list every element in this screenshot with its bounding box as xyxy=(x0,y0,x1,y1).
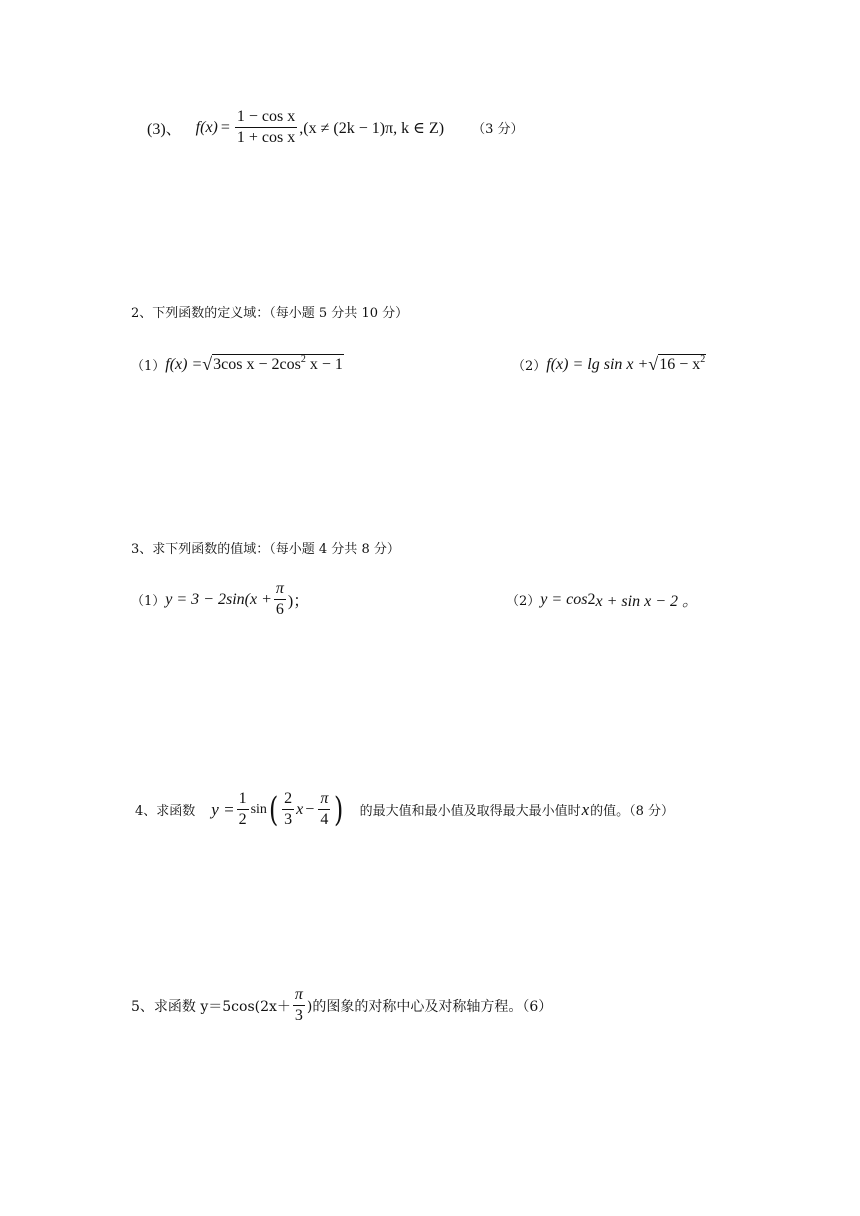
score: （3 分） xyxy=(472,122,524,137)
lhs: y = 3 − 2sin(x + xyxy=(165,590,272,608)
q2-title xyxy=(131,302,408,321)
suffix: )的图象的对称中心及对称轴方程。（6） xyxy=(306,998,553,1015)
numerator: 1 − cos x xyxy=(235,108,297,128)
tail: x + sin x − 2 。 xyxy=(595,593,698,610)
radicand: $16 - x^2$ xyxy=(659,354,706,373)
denominator: 1 + cos x xyxy=(236,129,296,146)
sqrt xyxy=(648,354,706,375)
part-label: （1） xyxy=(131,594,166,609)
y-eq: y = xyxy=(211,799,235,819)
question-title: 2、下列函数的定义域：（每小题 5 分共 10 分） xyxy=(131,306,409,321)
q2-part1 xyxy=(131,354,344,375)
denominator: 6 xyxy=(275,601,284,618)
condition: ,(x ≠ (2k − 1)π, k ∈ Z) xyxy=(299,119,445,137)
sin: sin xyxy=(250,801,267,817)
sqrt xyxy=(202,354,344,375)
suffix: 的最大值和最小值及取得最大最小值时 xyxy=(359,804,581,819)
half-fraction: $\frac{1}{2}$ xyxy=(238,790,247,828)
fraction: $\frac{\pi}{3}$ xyxy=(294,986,303,1024)
q2-part2 xyxy=(512,354,706,375)
numerator: π xyxy=(274,580,286,600)
fraction xyxy=(235,108,297,147)
var: x xyxy=(581,799,590,819)
part-label: （1） xyxy=(131,359,166,374)
sqrt-sign: √ xyxy=(202,354,213,374)
q1-part3 xyxy=(147,108,523,147)
minus: − xyxy=(305,800,315,818)
sqrt-sign: √ xyxy=(648,354,659,374)
part-label: (3)、 xyxy=(147,121,182,138)
radicand: 3cos $x - 2\cos^2$ x − 1 xyxy=(213,354,343,373)
suffix2: 的值。（8 分） xyxy=(590,804,675,819)
prefix: 5、求函数 y＝5cos(2x＋ xyxy=(131,998,291,1015)
lhs: f(x) = lg sin x + xyxy=(546,355,649,373)
q5 xyxy=(131,986,552,1025)
q3-part2: （2） y = cos 2 x + sin x − 2 。 xyxy=(506,588,698,611)
q3-part1 xyxy=(131,580,309,619)
x-var: x xyxy=(296,800,304,818)
part-label: （2） xyxy=(512,359,547,374)
inner-fraction: $\frac{2}{3}$ xyxy=(284,790,293,828)
lhs: f(x) = xyxy=(165,355,203,373)
q4 xyxy=(135,790,674,829)
pi-fraction: $\frac{\pi}{4}$ xyxy=(320,790,329,828)
prefix: 4、求函数 xyxy=(135,804,196,819)
left-paren: ( xyxy=(268,789,279,830)
part-label: （2） xyxy=(506,594,541,609)
lhs: y = cos xyxy=(540,590,588,608)
tail: )； xyxy=(287,593,310,610)
equals: = xyxy=(220,118,230,136)
q3-title xyxy=(131,538,400,557)
fn-name: f(x) xyxy=(195,118,218,136)
right-paren: ) xyxy=(334,789,344,830)
question-title: 3、求下列函数的值域：（每小题 4 分共 8 分） xyxy=(131,542,400,557)
fraction xyxy=(274,580,286,619)
